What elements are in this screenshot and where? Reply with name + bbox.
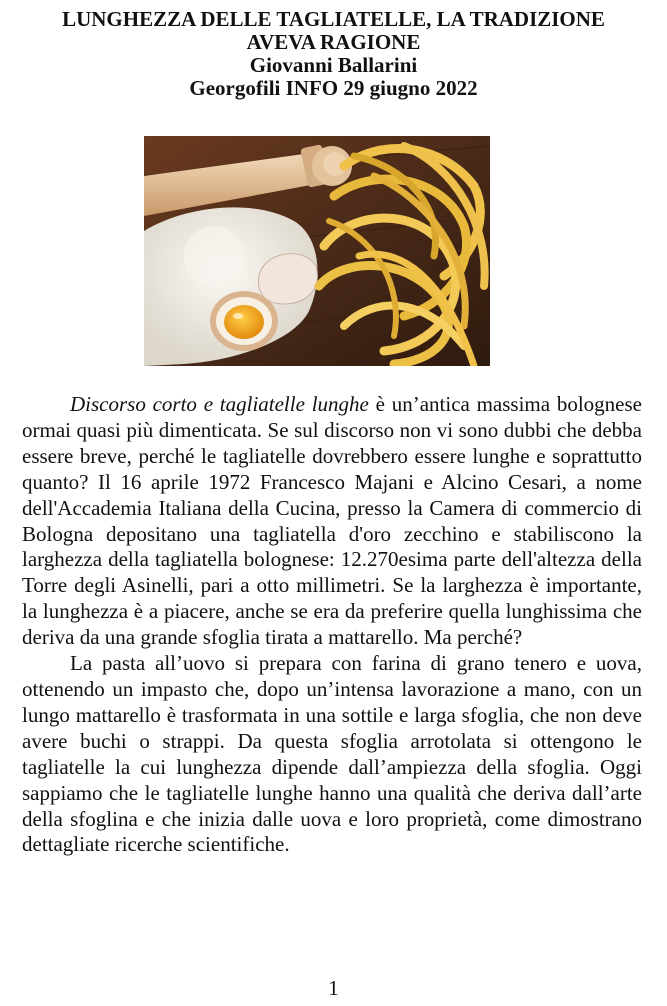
egg-yolk bbox=[210, 291, 278, 351]
article-body bbox=[22, 392, 642, 858]
document-header bbox=[0, 8, 667, 100]
page-number: 1 bbox=[328, 976, 339, 1000]
title-line-1: LUNGHEZZA DELLE TAGLIATELLE, LA TRADIZIONE bbox=[62, 7, 605, 31]
pasta-photo bbox=[144, 136, 490, 366]
paragraph-1-text: è un’antica massima bolognese ormai quasi più dimenticata. Se sul discorso non vi sono dubbi che debba essere breve, perché le tagliatelle dovrebbero essere lunghe e soprattutto quanto? Il 16 aprile 1972 Francesco Majani e Alcino Cesari, a nome dell'Accademia Italiana della Cucina, presso la Camera di commercio di Bologna depositano una tagliatella d'oro zecchino e stabiliscono la larghezza della tagliatella bolognese: 12.270esima parte dell'altezza della Torre degli Asinelli, pari a otto millimetri. Se la larghezza è importante, la lunghezza è a piacere, anche se era da preferire quella lunghissima che deriva da una grande sfoglia tirata a mattarello. Ma perché? bbox=[22, 392, 642, 650]
source-date: Georgofili INFO 29 giugno 2022 bbox=[189, 76, 478, 100]
paragraph-2: La pasta all’uovo si prepara con farina di grano tenero e uova, ottenendo un impasto che, dopo un’intensa lavorazione a mano, con un lungo mattarello è trasformata in una sottile e larga sfoglia, che non deve avere buchi o strappi. Da questa sfoglia arrotolata si ottengono le tagliatelle la cui lunghezza dipende dall’ampiezza della sfoglia. Oggi sappiamo che le tagliatelle lunghe hanno una qualità che deriva dall’arte della sfoglina e che inizia dalle uova e loro proprietà, come dimostrano dettagliate ricerche scientifiche. bbox=[22, 651, 642, 857]
paragraph-1 bbox=[22, 392, 642, 651]
opening-phrase: Discorso corto e tagliatelle lunghe bbox=[70, 392, 369, 416]
author-name: Giovanni Ballarini bbox=[249, 53, 418, 77]
title-line-2: AVEVA RAGIONE bbox=[246, 30, 421, 54]
